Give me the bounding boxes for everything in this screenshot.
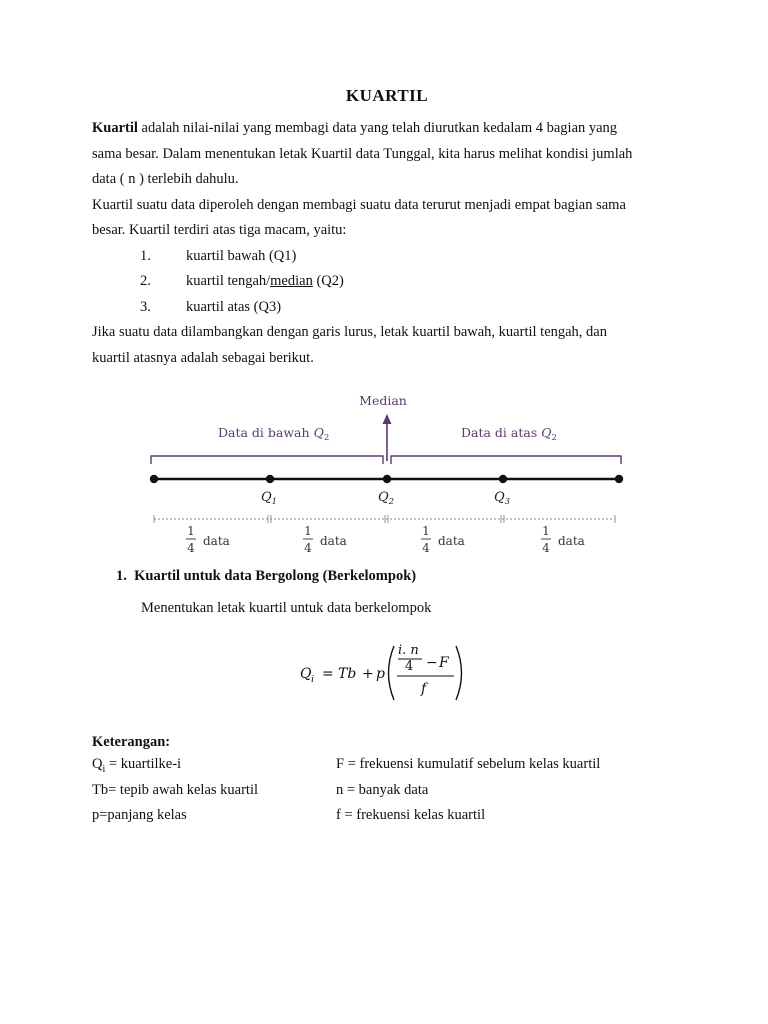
quarter-label-4 [541,524,585,555]
left-brace [151,456,383,464]
intro-term: Kuartil [92,120,138,136]
quarter-label-1 [186,524,230,555]
svg-text:data: data [203,534,230,548]
section-heading: 1. Kuartil untuk data Bergolong (Berkelompok) [116,568,417,584]
list-item: 3. kuartil atas (Q3) [140,298,282,315]
svg-text:4: 4 [187,541,195,555]
svg-text:4: 4 [542,541,550,555]
svg-text:data: data [320,534,347,548]
quarter-scale [154,515,615,523]
intro-line3: data ( n ) terlebih dahulu. [92,171,239,187]
svg-text:f: f [421,681,427,697]
svg-text:i. n: i. n [398,643,419,658]
explanation-heading: Keterangan: [92,734,171,750]
median-label: Median [359,393,407,408]
line-intro-line1: Jika suatu data dilambangkan dengan garis lurus, letak kuartil bawah, kuartil tengah, dan [92,324,607,340]
svg-text:data: data [558,534,585,548]
above-q2-label: Data di atas $Q_2$ [461,425,557,443]
q3-point [499,475,507,483]
svg-text:+: + [362,666,374,682]
intro-line4: Kuartil suatu data diperoleh dengan membagi suatu data terurut menjadi empat bagian sama [92,196,626,213]
svg-text:Tb: Tb [338,666,357,682]
q2-point [383,475,391,483]
explanation-block [92,732,692,829]
svg-text:−: − [426,655,438,671]
intro-paragraph [92,116,682,244]
right-brace [391,456,621,464]
svg-text:i: i [311,674,315,685]
q3-label: $Q_3$ [494,490,511,507]
explanation-row: $Q_i$ = kuartilke-i F = frekuensi kumulatif sebelum kelas kuartil [92,756,601,775]
svg-text:4: 4 [304,541,312,555]
svg-text:p: p [376,666,385,682]
median-arrow-head-icon [383,414,392,424]
line-intro-paragraph [92,320,682,371]
svg-text:1: 1 [422,524,430,538]
section-grouped-data [116,566,676,618]
quartile-diagram [140,388,640,558]
svg-text:F: F [439,655,449,671]
svg-text:1: 1 [187,524,195,538]
q1-label: $Q_1$ [261,490,278,507]
quarter-label-2 [303,524,347,555]
quarter-label-3 [421,524,465,555]
intro-line5: besar. Kuartil terdiri atas tiga macam, yaitu: [92,222,347,238]
q2-label: $Q_2$ [378,490,395,507]
quartile-types-list [92,244,682,321]
svg-text:1: 1 [304,524,312,538]
svg-text:Q: Q [300,666,312,682]
section-subtitle: Menentukan letak kuartil untuk data berkelompok [141,600,432,616]
list-item: 2. kuartil tengah/median (Q2) [140,273,344,289]
line-intro-line2: kuartil atasnya adalah sebagai berikut. [92,349,314,366]
svg-text:4: 4 [422,541,430,555]
median-term: median [270,273,313,289]
explanation-row: Tb= tepib awah kelas kuartil n = banyak data [92,781,429,798]
document-page [92,86,682,371]
quarter-labels [186,524,585,555]
svg-text:4: 4 [405,659,414,674]
below-q2-label: Data di bawah $Q_2$ [218,425,330,443]
q1-point [266,475,274,483]
intro-line2: sama besar. Dalam menentukan letak Kuartil data Tunggal, kita harus melihat kondisi jumlah [92,145,633,162]
list-item: 1. kuartil bawah (Q1) [140,247,297,264]
svg-text:1: 1 [542,524,550,538]
line-start-point [150,475,158,483]
line-end-point [615,475,623,483]
quartile-formula [296,636,486,710]
intro-line1: adalah nilai-nilai yang membagi data yang telah diurutkan kedalam 4 bagian yang [137,120,618,136]
svg-text:data: data [438,534,465,548]
page-title: KUARTIL [345,86,429,105]
explanation-row: p=panjang kelas f = frekuensi kelas kuartil [92,807,486,823]
svg-text:=: = [322,666,334,682]
